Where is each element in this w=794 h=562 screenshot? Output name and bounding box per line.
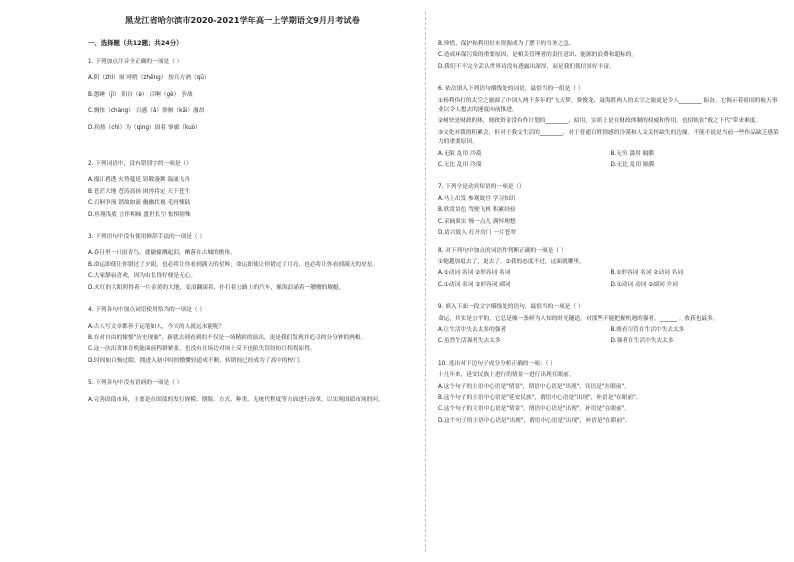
question-7	[438, 183, 783, 238]
option-a: A.春日里一只雨青鸟，就偷偷溅起泪，栖落在古城的檐角。	[88, 250, 236, 257]
option-c: C.这个句子的主语中心语是"情景"，谓语中心语是"出现"，补语是"在眼前"。	[438, 406, 631, 413]
question-stem: 6. 依次填入下列语句横线处的词语，最恰当的一组是（ ）	[438, 86, 584, 93]
option-a: A.漫江碧透 火势蔓延 钮敬漫舞 湍涌飞舟	[88, 177, 191, 184]
page-title: 黑龙江省哈尔滨市2020-2021学年高一上学期语文9月月考试卷	[125, 15, 360, 25]
sentence-line: 十几年来，延安民族上进行的情景一进行出现在眼前。	[438, 372, 575, 379]
options-grid	[438, 150, 783, 173]
question-stem: 4. 下列各句中加点词语使用恰当的一项是（ ）	[88, 307, 206, 314]
passage-line-1: ①杨利伟打的太空之旅圆了中国人两千多年的"飞天梦，费俊龙、聂海胜两人的太空之旅更是令人________ 振奋。它揭示着祖国的航天事业以令人想去的速度向前推进。	[438, 97, 778, 114]
option-c: C.大家静寂喜欢，因为由长得好便是无心。	[88, 273, 197, 280]
option-a: A.阴（zhì）窗 呼哨（zhēng） 按兵方酒（qū）	[88, 75, 210, 82]
right-column	[438, 40, 783, 428]
option-b: B.在对自由的憧憬"历史现象"，新就去到看到的不仅是一场精彩的演出，更是我们发现并追寻的分分钟的两根。	[88, 334, 367, 341]
option-b: B.憩睡（jì） 阳谷（è） 百啊（gè） 争战	[88, 91, 193, 98]
option-b: B.①形容词 名词 ②动词 名词	[610, 270, 684, 277]
option-c: C.造成环保污染的重要原因，是相关管理者的责任意识、能源的浪费和超标的。	[438, 52, 638, 59]
option-b: B.珍惜、保护和利用好水资源成为了摆下的当务之急。	[438, 41, 575, 47]
question-stem: 3. 下列语句中没有使用修辞手法的一项是（ ）	[88, 234, 206, 241]
option-d: D.时间如白驹过隙，拥进入初中时的懵懂轻道成不断，转销间已经成为了高中的校门。	[88, 357, 305, 364]
question-8	[438, 247, 783, 293]
option-d: D.火红的大阳照得着一片金黄的大地，麦浪翻滚着，扑打着公路上的汽车，像海浪涌着一艘艘的舰艇。	[88, 284, 345, 291]
question-9	[438, 303, 783, 349]
option-c: C.无比 乱用 冷漠	[438, 162, 482, 169]
options-grid	[438, 326, 783, 349]
section-heading: 一、选择题（共12题；共24分）	[88, 39, 183, 47]
question-5	[88, 379, 408, 405]
option-b: B.欣赏景色 驾驶飞机 积累经验	[438, 207, 516, 214]
option-c: C.惆怅（chàng） 百感（ǎ）俳徊（kāi）激昂	[88, 108, 205, 115]
options-grid	[438, 269, 783, 292]
option-d: D.这个句子的主语中心语是"出现"，谓语中心语是"出现"，补语是"在眼前"。	[438, 417, 631, 424]
question-10	[438, 360, 783, 426]
option-d: D.拐热（chì）为（qìng）固着 寥廓（kuò）	[88, 124, 201, 131]
option-d: D.鱼翔浅底 言伴相倾 盛世长空 怅惧情殊	[88, 211, 191, 218]
option-a: A.完善固债市场，主要是在固债的发行规模、期限、方式、种类、无统代程度等方面进行改革，以实现国债市场的问。	[88, 396, 384, 403]
option-c: C.采摘果实 慢一点儿 满怀理想	[438, 218, 516, 225]
option-b: B.命运即使让你错过了夕阳，也必将让你看到满天的星辉；命运即使让你错过了月亮，也必将让你看到满天的星星。	[88, 261, 379, 268]
option-c: C.这一次出省体育机能面前程群紧张，也没有在场边对场上反下也陷失误纷纷目拐拐原得。	[88, 346, 316, 353]
option-d: D.我们不不完全丢认世界诗没有透露出深厚，而是我们使信景好丰富。	[438, 63, 615, 70]
question-4	[88, 306, 408, 366]
option-d: D.无比 乱用 隔膜	[610, 162, 655, 169]
option-b: B.无穷 滥用 隔膜	[610, 150, 654, 157]
option-c: C.百舸争流 销故如流 幽幽状视 毛骨悚陆	[88, 200, 191, 207]
question-stem: 7. 下列全是动宾短语的一项是（）	[438, 184, 525, 191]
question-stem: 10. 选出对下边句子成分分析正确的一项：（ ）	[438, 360, 556, 367]
question-stem: 2. 下列词语中，没有错别字的一项是（）	[88, 161, 192, 168]
option-c: C.虽然生活强者失去太多	[438, 338, 501, 345]
question-5-continued	[438, 40, 783, 72]
question-stem: 8. 对下列句中加点的词语作判断正确的一项是（ ）	[438, 247, 567, 254]
question-stem: 9. 填入下面一段文字横线处的语句，最恰当的一项是（ ）	[438, 304, 584, 311]
option-c: C.①动词 名词 ②形容词 副词	[438, 281, 511, 288]
option-a: A.马上出发 参观故宫 学习知识	[438, 195, 516, 202]
passage-line-2: ②树快是财政的体，财政资金没有作计划的________，暗用，实质上是在财政体制的权威和作用。也招轨钦"救之下代"带来难度。	[438, 118, 762, 125]
column-divider	[425, 12, 426, 552]
question-3	[88, 233, 408, 293]
passage-line: 命运，其实是公平的，它总是像一条鲜为人知的时光隧道，对那些不能把握机遇的强者，______ 。收获也最多。	[438, 315, 719, 322]
question-1	[88, 58, 408, 133]
option-a: A.让生活中失去太多的强者	[438, 326, 507, 333]
question-stem: 5. 下列各句中没有语病的一项是（ ）	[88, 380, 183, 387]
question-stem: 1. 下列加点注音全正确的一项是（ ）	[88, 59, 183, 65]
option-a: A.①动词 名词 ②形容词 名词	[438, 270, 511, 277]
option-a: A.这个句子的主语中心语是"情景"，谓语中心语是"出现"，宾语是"在眼前"。	[438, 383, 630, 390]
option-a: A.古人写文章都善于运笔如人，今天的人就远未能呢？	[88, 323, 225, 330]
option-b: B.苍茫大地 苍涛高扬 困兽将定 天下苍生	[88, 188, 191, 195]
option-d: D.强者在生活中失去太多	[610, 338, 674, 345]
passage-line-3: ③文化对我的积累会，但对于我文生活的________，对于普通百姓情感的冷漠和人文关怀缺失的边缘。不能不说是当前一些作品缺乏感染力的重要原因。	[438, 129, 779, 146]
left-column	[88, 38, 408, 407]
option-b: B.这个句子的主语中心语是"延安民族"，谓语中心语是"出现"，补语是"在眼前"。	[438, 394, 642, 401]
question-6	[438, 85, 783, 172]
option-d: D.请兴致入 打开房门 一片苍翠	[438, 230, 517, 237]
question-2	[88, 160, 408, 220]
option-d: D.①动词 动词 ②副词 介词	[610, 281, 678, 288]
sentence-line: ①她越加退去了，更去了。②我的态度不过，这面就哪里。	[438, 258, 585, 265]
option-b: B.既看尽管在生活中失去太多	[610, 326, 685, 333]
option-a: A.无限 乱用 冷漠	[438, 150, 482, 157]
